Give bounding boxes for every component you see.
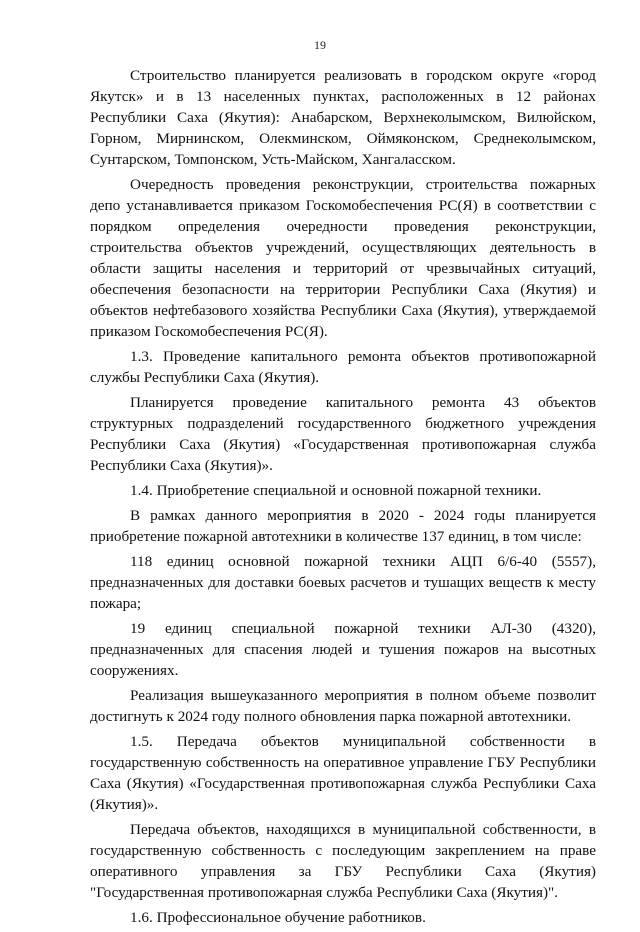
paragraph-reconstruction-order: Очередность проведения реконструкции, строительства пожарных депо устанавливается приказом Госкомобеспечения РС(Я) в соответствии с порядком определения очередности проведения реконструкции, строительства объектов учреждений, осуществляющих деятельность в области защиты населения и территорий от чрезвычайных ситуаций, обеспечения безопасности на территории Республики Саха (Якутия) и объектов нефтебазового хозяйства Республики Саха (Якутия), утверждаемой приказом Госкомобеспечения РС(Я).	[90, 176, 596, 340]
paragraph-fleet-renewal: Реализация вышеуказанного мероприятия в полном объеме позволит достигнуть к 2024 году полного обновления парка пожарной автотехники.	[90, 687, 596, 725]
page-number: 19	[314, 38, 326, 52]
paragraph-special-vehicles: 19 единиц специальной пожарной техники АЛ-30 (4320), предназначенных для спасения людей и тушения пожаров на высотных сооружениях.	[90, 620, 596, 679]
paragraph-property-transfer: Передача объектов, находящихся в муниципальной собственности, в государственную собственность с последующим закреплением на праве оперативного управления за ГБУ Республики Саха (Якутия) "Государственная противопожарная служба Республики Саха (Якутия)".	[90, 821, 596, 901]
paragraph-capital-repair: Планируется проведение капитального ремонта 43 объектов структурных подразделений государственного бюджетного учреждения Республики Саха (Якутия) «Государственная противопожарная служба Республики Саха (Якутия)».	[90, 394, 596, 474]
document-body	[90, 65, 596, 932]
section-heading-1-6: 1.6. Профессиональное обучение работников.	[130, 909, 426, 926]
paragraph-vehicle-purchase: В рамках данного мероприятия в 2020 - 2024 годы планируется приобретение пожарной автотехники в количестве 137 единиц, в том числе:	[90, 507, 596, 545]
paragraph-construction-locations: Строительство планируется реализовать в городском округе «город Якутск» и в 13 населенных пунктах, расположенных в 12 районах Республики Саха (Якутия): Анабарском, Верхнеколымском, Вилюйском, Горном, Мирнинском, Олекминском, Оймяконском, Среднеколымском, Сунтарском, Томпонском, Усть-Майском, Хангаласском.	[90, 67, 596, 168]
section-heading-1-4: 1.4. Приобретение специальной и основной пожарной техники.	[130, 482, 542, 499]
section-heading-1-3: 1.3. Проведение капитального ремонта объектов противопожарной службы Республики Саха (Якутия).	[90, 348, 596, 386]
paragraph-main-vehicles: 118 единиц основной пожарной техники АЦП 6/6-40 (5557), предназначенных для доставки боевых расчетов и тушащих веществ к месту пожара;	[90, 553, 596, 612]
section-heading-1-5: 1.5. Передача объектов муниципальной собственности в государственную собственность на оперативное управление ГБУ Республики Саха (Якутия) «Государственная противопожарная служба Республики Саха (Якутия)».	[90, 733, 596, 813]
